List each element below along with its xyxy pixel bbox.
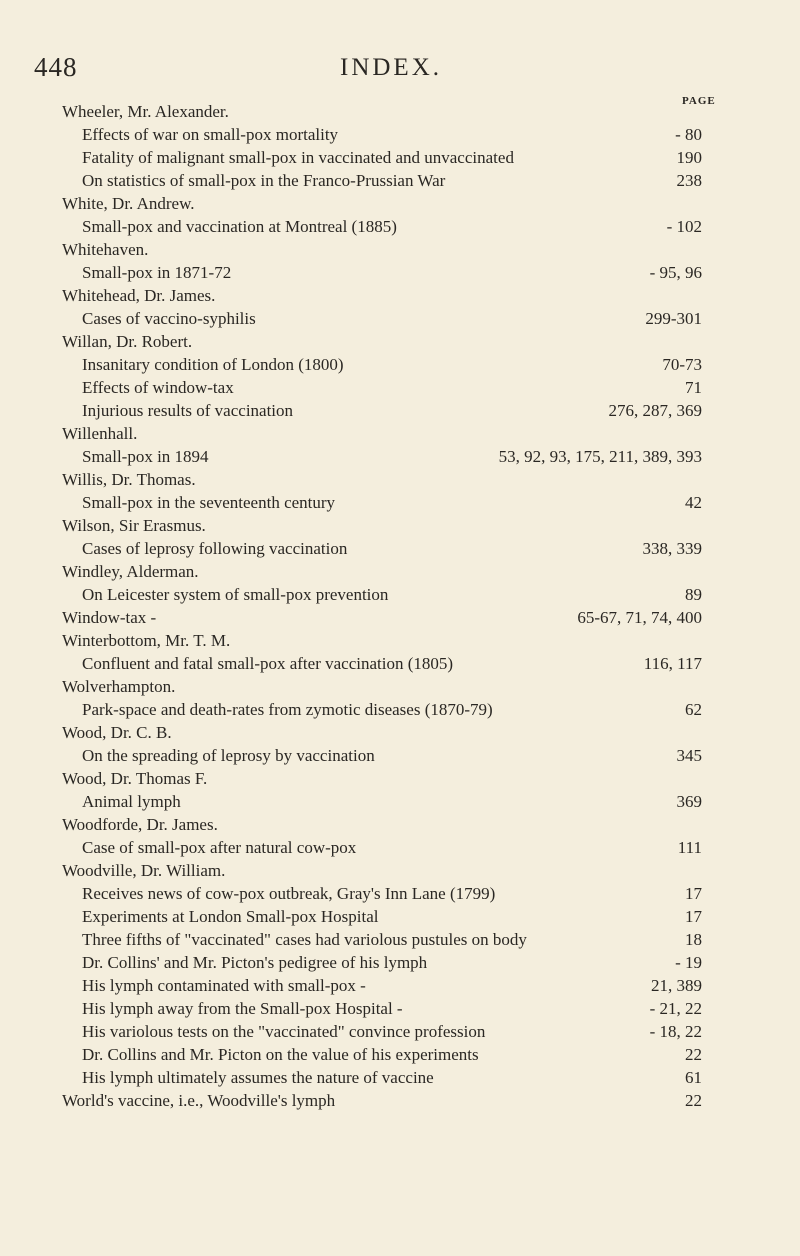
subentry-page-refs: 299-301 bbox=[645, 309, 702, 328]
entry-heading bbox=[62, 721, 702, 744]
subentry-text: Insanitary condition of London (1800) bbox=[82, 355, 344, 374]
entry-heading-text: Wood, Dr. Thomas F. bbox=[62, 769, 208, 788]
index-entry bbox=[62, 192, 702, 238]
subentry-page-refs: - 102 bbox=[666, 217, 702, 236]
subentry-text: On Leicester system of small-pox prevention bbox=[82, 585, 389, 604]
subentry bbox=[62, 307, 702, 330]
subentry bbox=[62, 169, 702, 192]
subentry-page-refs: - 21, 22 bbox=[649, 999, 702, 1018]
subentry-page-refs: - 18, 22 bbox=[649, 1022, 702, 1041]
subentry bbox=[62, 537, 702, 560]
subentry-text: His variolous tests on the "vaccinated" convince profession bbox=[82, 1022, 486, 1041]
index-entry bbox=[62, 330, 702, 422]
entry-heading bbox=[62, 422, 702, 445]
entry-page-refs: 22 bbox=[685, 1091, 702, 1110]
entry-heading-text: Woodforde, Dr. James. bbox=[62, 815, 218, 834]
index-entry bbox=[62, 468, 702, 514]
index-entry bbox=[62, 859, 702, 1089]
index-entry bbox=[62, 629, 702, 675]
subentry-page-refs: 276, 287, 369 bbox=[608, 401, 702, 420]
subentry-page-refs: 53, 92, 93, 175, 211, 389, 393 bbox=[498, 447, 702, 466]
subentry-text: His lymph contaminated with small-pox - bbox=[82, 976, 366, 995]
subentry-text: Small-pox in 1871-72 bbox=[82, 263, 232, 282]
entry-heading-text: Whitehaven. bbox=[62, 240, 149, 259]
entry-heading-text: Windley, Alderman. bbox=[62, 562, 199, 581]
subentry bbox=[62, 146, 702, 169]
subentry-text: Receives news of cow-pox outbreak, Gray's Inn Lane (1799) bbox=[82, 884, 496, 903]
subentry-text: His lymph away from the Small-pox Hospital - bbox=[82, 999, 403, 1018]
entry-heading bbox=[62, 468, 702, 491]
entry-heading bbox=[62, 238, 702, 261]
entry-heading-text: World's vaccine, i.e., Woodville's lymph bbox=[62, 1091, 336, 1110]
subentry-text: Confluent and fatal small-pox after vaccination (1805) bbox=[82, 654, 454, 673]
subentry-page-refs: 62 bbox=[685, 700, 702, 719]
entry-heading bbox=[62, 675, 702, 698]
subentry-text: Fatality of malignant small-pox in vaccinated and unvaccinated bbox=[82, 148, 514, 167]
subentry-text: On statistics of small-pox in the Franco-Prussian War bbox=[82, 171, 446, 190]
subentry-text: Effects of war on small-pox mortality bbox=[82, 125, 339, 144]
subentry bbox=[62, 445, 702, 468]
page-header bbox=[0, 52, 800, 92]
index-entry bbox=[62, 514, 702, 560]
entry-heading bbox=[62, 560, 702, 583]
subentry bbox=[62, 790, 702, 813]
subentry-page-refs: 345 bbox=[676, 746, 702, 765]
entry-heading bbox=[62, 767, 702, 790]
subentry bbox=[62, 491, 702, 514]
entry-heading bbox=[62, 606, 702, 629]
index-entries bbox=[62, 100, 702, 1112]
subentry bbox=[62, 905, 702, 928]
subentry-text: Cases of vaccino-syphilis bbox=[82, 309, 256, 328]
subentry-text: Small-pox in the seventeenth century bbox=[82, 493, 336, 512]
subentry bbox=[62, 974, 702, 997]
index-entry bbox=[62, 1089, 702, 1112]
subentry-text: Small-pox in 1894 bbox=[82, 447, 209, 466]
subentry bbox=[62, 1066, 702, 1089]
subentry-text: Cases of leprosy following vaccination bbox=[82, 539, 348, 558]
subentry bbox=[62, 744, 702, 767]
subentry bbox=[62, 836, 702, 859]
subentry-text: Small-pox and vaccination at Montreal (1885) bbox=[82, 217, 397, 236]
subentry bbox=[62, 583, 702, 606]
entry-heading-text: Whitehead, Dr. James. bbox=[62, 286, 216, 305]
subentry bbox=[62, 376, 702, 399]
index-entry bbox=[62, 675, 702, 721]
entry-heading bbox=[62, 284, 702, 307]
subentry bbox=[62, 997, 702, 1020]
subentry bbox=[62, 261, 702, 284]
page-column-label: PAGE bbox=[682, 95, 716, 107]
subentry bbox=[62, 1020, 702, 1043]
subentry bbox=[62, 928, 702, 951]
subentry bbox=[62, 882, 702, 905]
subentry-text: Effects of window-tax bbox=[82, 378, 234, 397]
subentry bbox=[62, 1043, 702, 1066]
subentry-text: Case of small-pox after natural cow-pox bbox=[82, 838, 357, 857]
subentry bbox=[62, 951, 702, 974]
entry-page-refs: 65-67, 71, 74, 400 bbox=[577, 608, 702, 627]
subentry-page-refs: 61 bbox=[685, 1068, 702, 1087]
subentry-page-refs: - 80 bbox=[675, 125, 702, 144]
subentry bbox=[62, 698, 702, 721]
subentry bbox=[62, 652, 702, 675]
subentry-text: Dr. Collins' and Mr. Picton's pedigree of his lymph bbox=[82, 953, 428, 972]
subentry-page-refs: 238 bbox=[676, 171, 702, 190]
subentry-page-refs: - 19 bbox=[675, 953, 702, 972]
subentry-page-refs: 89 bbox=[685, 585, 702, 604]
index-entry bbox=[62, 560, 702, 606]
subentry bbox=[62, 123, 702, 146]
entry-heading bbox=[62, 514, 702, 537]
index-entry bbox=[62, 767, 702, 813]
index-entry bbox=[62, 721, 702, 767]
subentry bbox=[62, 399, 702, 422]
subentry-page-refs: 17 bbox=[685, 907, 702, 926]
subentry-text: On the spreading of leprosy by vaccination bbox=[82, 746, 375, 765]
entry-heading-text: Wilson, Sir Erasmus. bbox=[62, 516, 206, 535]
subentry-page-refs: 42 bbox=[685, 493, 702, 512]
subentry-text: Experiments at London Small-pox Hospital bbox=[82, 907, 379, 926]
subentry bbox=[62, 215, 702, 238]
index-entry bbox=[62, 813, 702, 859]
page-number: 448 bbox=[34, 52, 78, 82]
entry-heading-text: Wolverhampton. bbox=[62, 677, 176, 696]
entry-heading-text: Winterbottom, Mr. T. M. bbox=[62, 631, 231, 650]
entry-heading bbox=[62, 1089, 702, 1112]
entry-heading-text: Wheeler, Mr. Alexander. bbox=[62, 102, 229, 121]
entry-heading bbox=[62, 813, 702, 836]
entry-heading-text: Willis, Dr. Thomas. bbox=[62, 470, 196, 489]
subentry-text: Park-space and death-rates from zymotic diseases (1870-79) bbox=[82, 700, 493, 719]
subentry-page-refs: 190 bbox=[676, 148, 702, 167]
subentry-text: Injurious results of vaccination bbox=[82, 401, 294, 420]
subentry-page-refs: 369 bbox=[676, 792, 702, 811]
entry-heading-text: Window-tax - bbox=[62, 608, 157, 627]
entry-heading-text: Woodville, Dr. William. bbox=[62, 861, 226, 880]
subentry-page-refs: 17 bbox=[685, 884, 702, 903]
entry-heading-text: Willenhall. bbox=[62, 424, 138, 443]
subentry-page-refs: 70-73 bbox=[662, 355, 702, 374]
entry-heading bbox=[62, 629, 702, 652]
subentry bbox=[62, 353, 702, 376]
subentry-page-refs: 21, 389 bbox=[651, 976, 702, 995]
entry-heading bbox=[62, 100, 702, 123]
index-entry bbox=[62, 100, 702, 192]
entry-heading-text: Wood, Dr. C. B. bbox=[62, 723, 172, 742]
index-entry bbox=[62, 606, 702, 629]
subentry-page-refs: 71 bbox=[685, 378, 702, 397]
running-title: INDEX. bbox=[340, 54, 443, 81]
index-entry bbox=[62, 422, 702, 468]
entry-heading-text: White, Dr. Andrew. bbox=[62, 194, 195, 213]
subentry-page-refs: 22 bbox=[685, 1045, 702, 1064]
entry-heading bbox=[62, 330, 702, 353]
subentry-page-refs: 111 bbox=[677, 838, 702, 857]
subentry-text: Animal lymph bbox=[82, 792, 181, 811]
index-entry bbox=[62, 238, 702, 284]
subentry-page-refs: 338, 339 bbox=[642, 539, 702, 558]
index-entry bbox=[62, 284, 702, 330]
entry-heading bbox=[62, 859, 702, 882]
subentry-page-refs: 116, 117 bbox=[643, 654, 702, 673]
subentry-text: Three fifths of "vaccinated" cases had variolous pustules on body bbox=[82, 930, 527, 949]
entry-heading-text: Willan, Dr. Robert. bbox=[62, 332, 193, 351]
subentry-text: Dr. Collins and Mr. Picton on the value of his experiments bbox=[82, 1045, 479, 1064]
entry-heading bbox=[62, 192, 702, 215]
subentry-text: His lymph ultimately assumes the nature of vaccine bbox=[82, 1068, 434, 1087]
subentry-page-refs: - 95, 96 bbox=[649, 263, 702, 282]
subentry-page-refs: 18 bbox=[685, 930, 702, 949]
